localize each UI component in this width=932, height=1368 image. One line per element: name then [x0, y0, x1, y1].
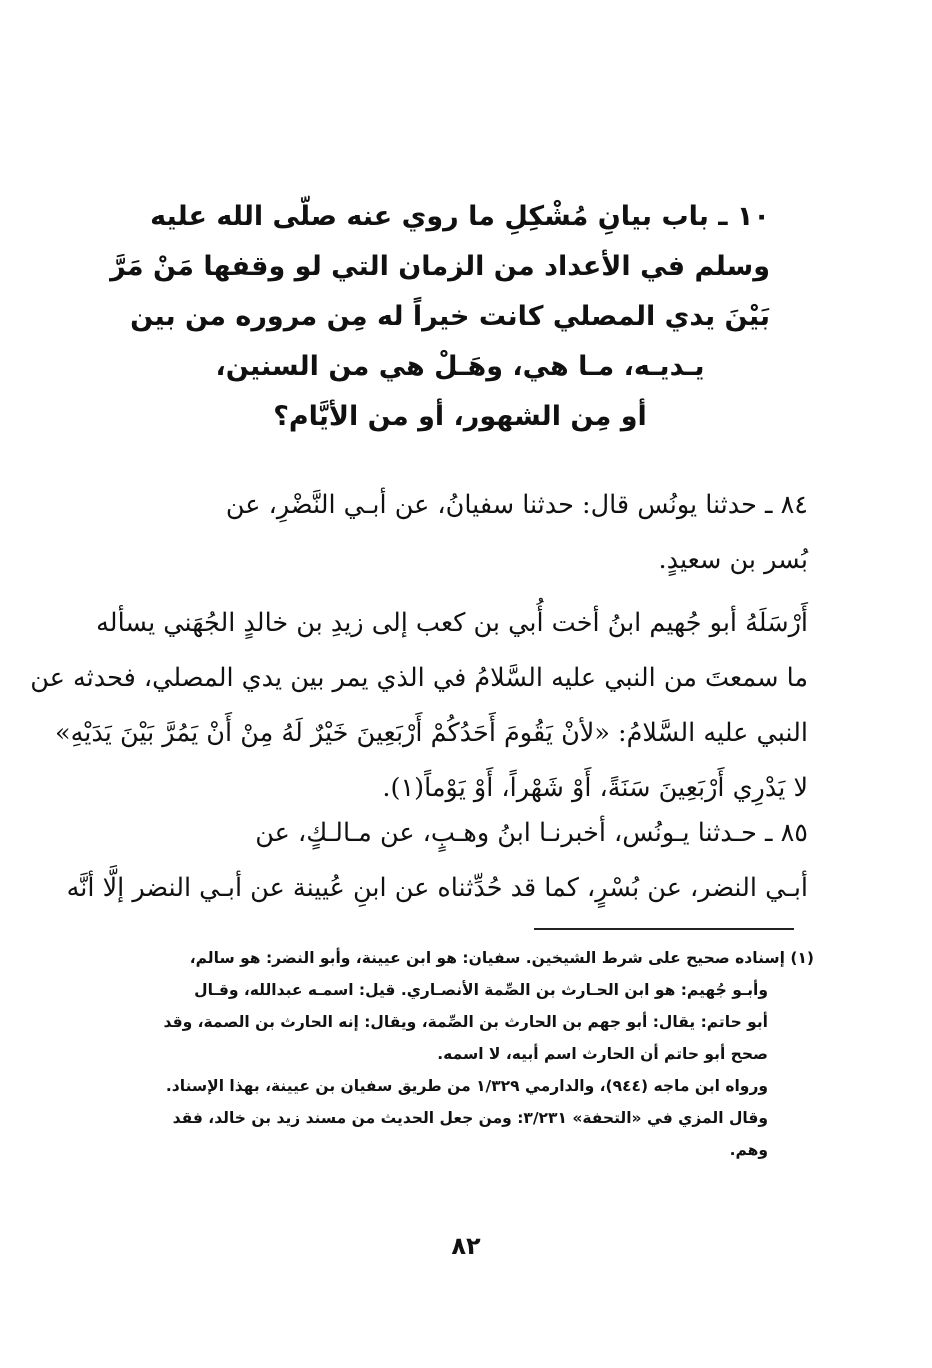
text-line: أَرْسَلَهُ أبو جُهيم ابنُ أخت أُبي بن كعب إلى زيدِ بن خالدٍ الجُهَني يسأله [96, 608, 808, 638]
chapter-heading-line: وسلم في الأعداد من الزمان التي لو وقفها مَنْ مَرَّ [110, 251, 770, 282]
text-line: لا يَدْرِي أَرْبَعِينَ سَنَةً، أَوْ شَهْراً، أَوْ يَوْماً(١). [382, 773, 808, 803]
text-line: بُسر بن سعيدٍ. [658, 545, 808, 575]
footnote-line: وأبـو جُهيم: هو ابن الحـارث بن الصِّمة الأنصـاري. قيل: اسمـه عبدالله، وقـال [194, 981, 768, 999]
chapter-heading [110, 192, 770, 442]
chapter-heading-line: يـديـه، مـا هي، وهَـلْ هي من السنين، [215, 351, 705, 382]
footnote-divider [534, 928, 794, 930]
footnote-line: ورواه ابن ماجه (٩٤٤)، والدارمي ١/٣٢٩ من طريق سفيان بن عيينة، بهذا الإسناد. [165, 1077, 768, 1095]
hadith-84-matn [30, 596, 808, 816]
chapter-heading-line: بَيْنَ يدي المصلي كانت خيراً له مِن مروره من بين [130, 301, 770, 332]
hadith-85-isnad [66, 806, 808, 916]
text-line: ما سمعتَ من النبي عليه السَّلامُ في الذي يمر بين يدي المصلي، فحدثه عن [30, 663, 808, 693]
text-line: النبي عليه السَّلامُ: «لأنْ يَقُومَ أَحَدُكُمْ أَرْبَعِينَ خَيْرٌ لَهُ مِنْ أَنْ يَمُرَّ بَيْنَ يَدَيْهِ» [55, 718, 808, 748]
text-line: ٨٥ ـ حـدثنا يـونُس، أخبرنـا ابنُ وهـبٍ، عن مـالـكٍ، عن [255, 818, 808, 848]
footnote-line: وهم. [729, 1141, 768, 1159]
page-number: ٨٢ [451, 1232, 481, 1260]
footnote-line: صحح أبو حاتم أن الحارث اسم أبيه، لا اسمه. [437, 1045, 768, 1063]
footnote-line: وقال المزي في «التحفة» ٣/٢٣١: ومن جعل الحديث من مسند زيد بن خالد، فقد [172, 1109, 768, 1127]
text-line: أبـي النضر، عن بُسْرٍ، كما قد حُدِّثناه عن ابنِ عُيينة عن أبـي النضر إلَّا أنَّه [66, 873, 808, 903]
chapter-heading-line: ١٠ ـ باب بيانِ مُشْكِلِ ما روي عنه صلّى الله عليه [150, 201, 770, 232]
chapter-heading-line: أو مِن الشهور، أو من الأيَّام؟ [273, 401, 647, 432]
footnote-line: (١) إسناده صحيح على شرط الشيخين. سفيان: هو ابن عيينة، وأبو النضر: هو سالم، [189, 949, 814, 967]
footnotes [96, 942, 814, 1166]
footnote-line: أبو حاتم: يقال: أبو جهم بن الحارث بن الصِّمة، ويقال: إنه الحارث بن الصمة، وقد [163, 1013, 768, 1031]
text-line: ٨٤ ـ حدثنا يونُس قال: حدثنا سفيانُ، عن أبـي النَّضْرِ، عن [225, 490, 808, 520]
hadith-84-isnad [96, 478, 808, 588]
